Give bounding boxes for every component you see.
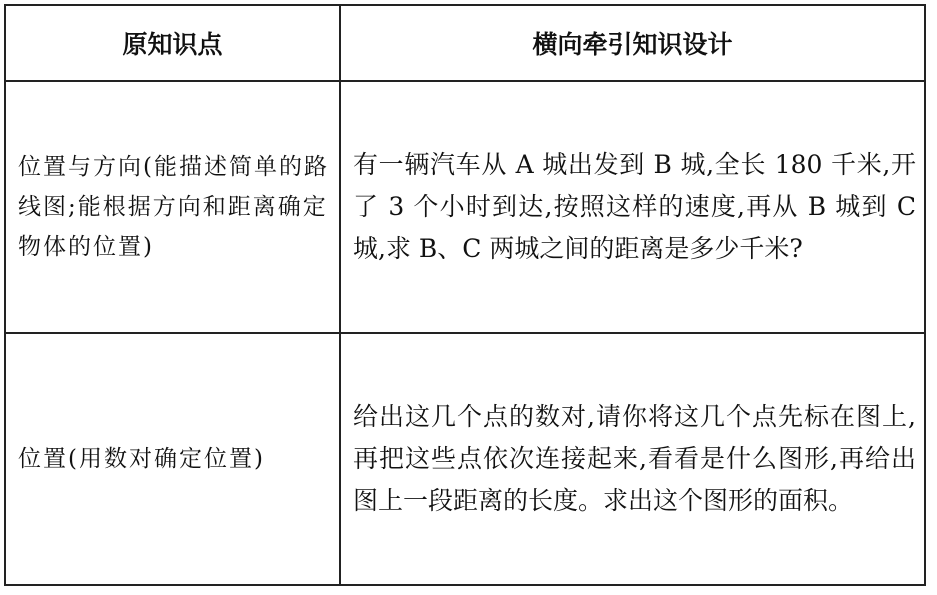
knowledge-point-cell: 位置与方向(能描述简单的路线图;能根据方向和距离确定物体的位置) (5, 81, 340, 333)
design-cell: 给出这几个点的数对,请你将这几个点先标在图上,再把这些点依次连接起来,看看是什么图形,再给出图上一段距离的长度。求出这个图形的面积。 (340, 333, 925, 585)
table-row (5, 333, 925, 585)
table-row (5, 81, 925, 333)
header-original-knowledge: 原知识点 (5, 5, 340, 81)
table-header-row (5, 5, 925, 81)
design-cell: 有一辆汽车从 A 城出发到 B 城,全长 180 千米,开了 3 个小时到达,按照这样的速度,再从 B 城到 C 城,求 B、C 两城之间的距离是多少千米? (340, 81, 925, 333)
header-lateral-design: 横向牵引知识设计 (340, 5, 925, 81)
knowledge-design-table (4, 4, 926, 586)
knowledge-point-cell: 位置(用数对确定位置) (5, 333, 340, 585)
